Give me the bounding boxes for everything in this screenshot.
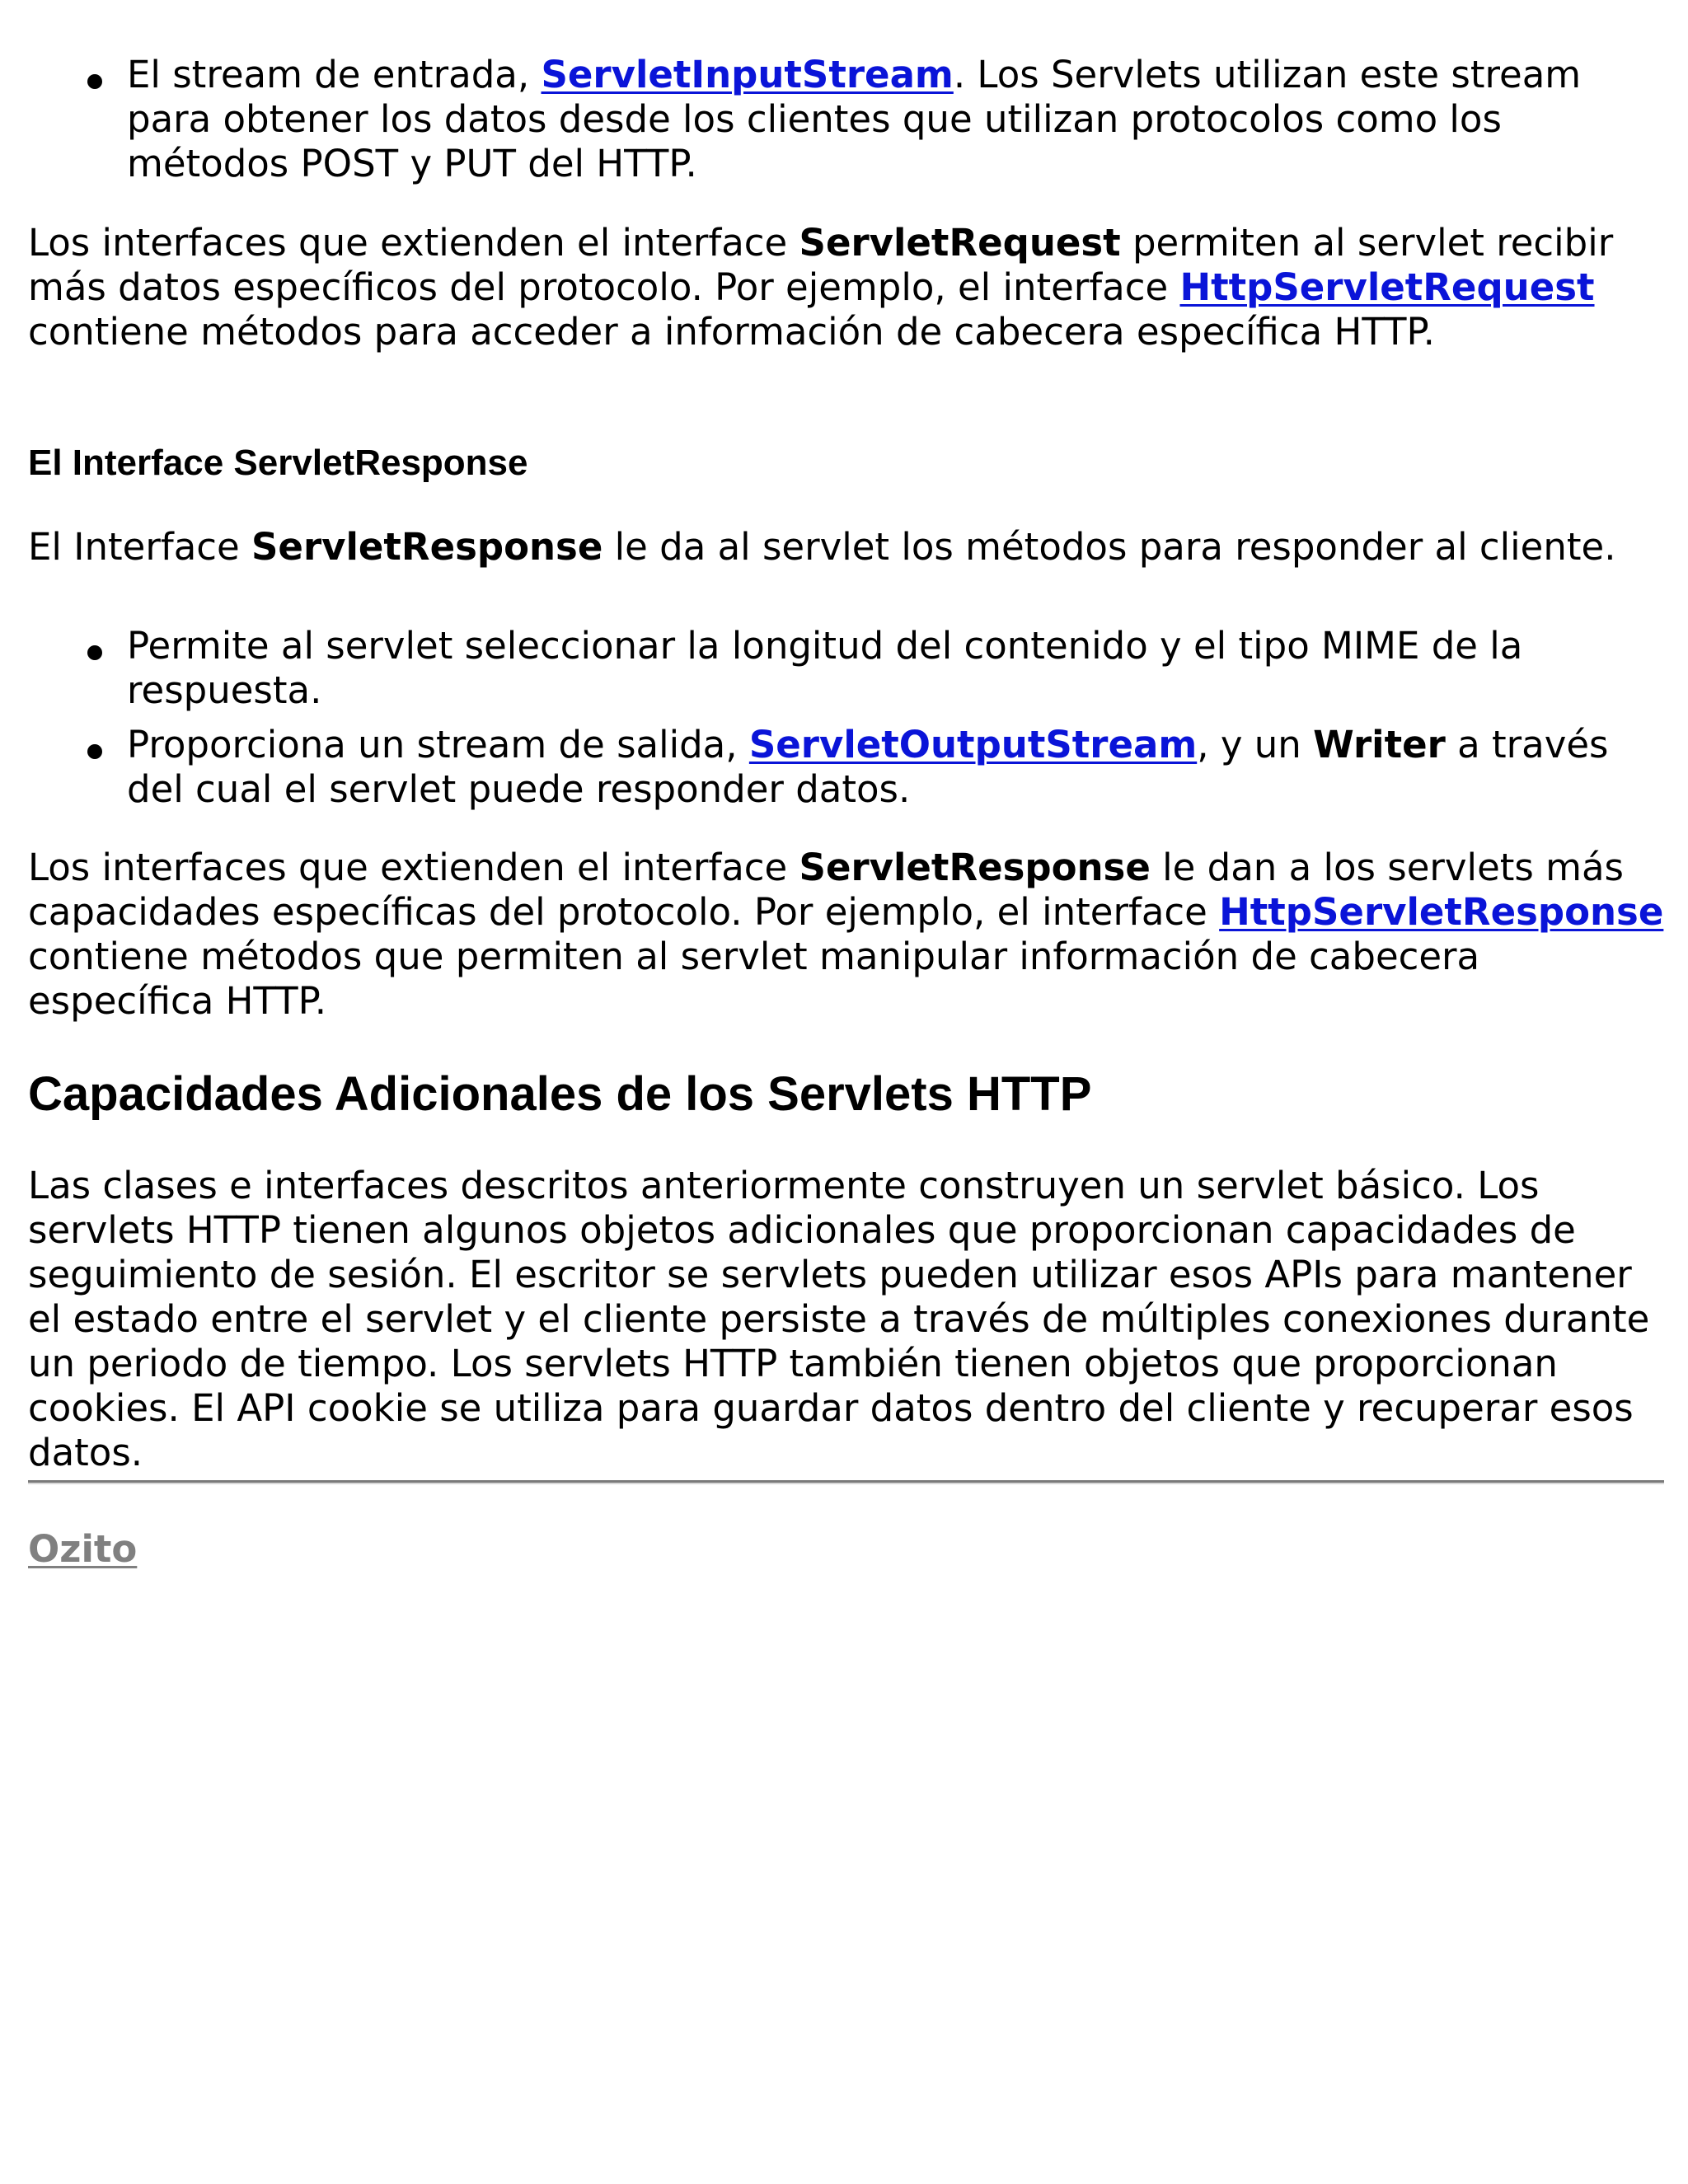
text: Proporciona un stream de salida, <box>127 723 749 766</box>
text: contiene métodos para acceder a información de cabecera específica HTTP. <box>28 310 1435 354</box>
bullet-text: Permite al servlet seleccionar la longitud del contenido y el tipo MIME de la respuesta. <box>127 624 1523 712</box>
top-bullet-list <box>28 53 1664 186</box>
text: le da al servlet los métodos para responder al cliente. <box>603 525 1616 569</box>
list-item <box>28 723 1664 812</box>
text: Los interfaces que extienden el interface <box>28 846 799 889</box>
http-servlet-response-link[interactable]: HttpServletResponse <box>1219 890 1664 934</box>
servlet-response-bullets <box>28 624 1664 812</box>
bullet-icon <box>87 645 102 660</box>
ozito-link[interactable]: Ozito <box>28 1527 138 1571</box>
bullet-icon <box>87 744 102 759</box>
list-item <box>28 624 1664 713</box>
text: permiten al servlet recibir más datos específicos del protocolo. Por ejemplo, el interface <box>28 221 1614 309</box>
http-capabilities-paragraph: Las clases e interfaces descritos anteriormente construyen un servlet básico. Los servlets HTTP tienen algunos objetos adicionales que proporcionan capacidades de seguimiento de sesión. El escritor se servlets pueden utilizar esos APIs para mantener el estado entre el servlet y el cliente persiste a través de múltiples conexiones durante un periodo de tiempo. Los servlets HTTP también tienen objetos que proporcionan cookies. El API cookie se utiliza para guardar datos dentro del cliente y recuperar esos datos. <box>28 1164 1650 1474</box>
text: le dan a los servlets más capacidades específicas del protocolo. Por ejemplo, el interface <box>28 846 1624 934</box>
footer <box>28 1527 1664 1572</box>
bullet-icon <box>87 74 102 89</box>
servlet-response-intro <box>28 525 1664 569</box>
servlet-request-term: ServletRequest <box>799 221 1121 265</box>
text: Los interfaces que extienden el interface <box>28 221 799 265</box>
text: a través del cual el servlet puede responder datos. <box>127 723 1609 811</box>
servlet-input-stream-link[interactable]: ServletInputStream <box>541 53 954 96</box>
servlet-response-term: ServletResponse <box>799 846 1151 889</box>
servlet-output-stream-link[interactable]: ServletOutputStream <box>748 723 1198 766</box>
writer-term: Writer <box>1313 723 1446 766</box>
http-servlet-request-link[interactable]: HttpServletRequest <box>1179 265 1595 309</box>
servlet-response-term: ServletResponse <box>251 525 603 569</box>
http-capabilities-heading: Capacidades Adicionales de los Servlets HTTP <box>28 1067 1092 1121</box>
bullet-text-pre: El stream de entrada, <box>127 53 542 96</box>
text: contiene métodos que permiten al servlet manipular información de cabecera específica HTTP. <box>28 935 1480 1023</box>
bullet-text-post: . Los Servlets utilizan este stream para obtener los datos desde los clientes que utilizan protocolos como los métodos POST y PUT del HTTP. <box>127 53 1582 185</box>
text: , y un <box>1197 723 1314 766</box>
servlet-response-paragraph <box>28 846 1664 1024</box>
horizontal-divider <box>28 1480 1664 1484</box>
text: El Interface <box>28 525 252 569</box>
servlet-request-paragraph <box>28 221 1664 354</box>
list-item <box>28 53 1664 186</box>
servlet-response-heading: El Interface ServletResponse <box>28 443 528 483</box>
